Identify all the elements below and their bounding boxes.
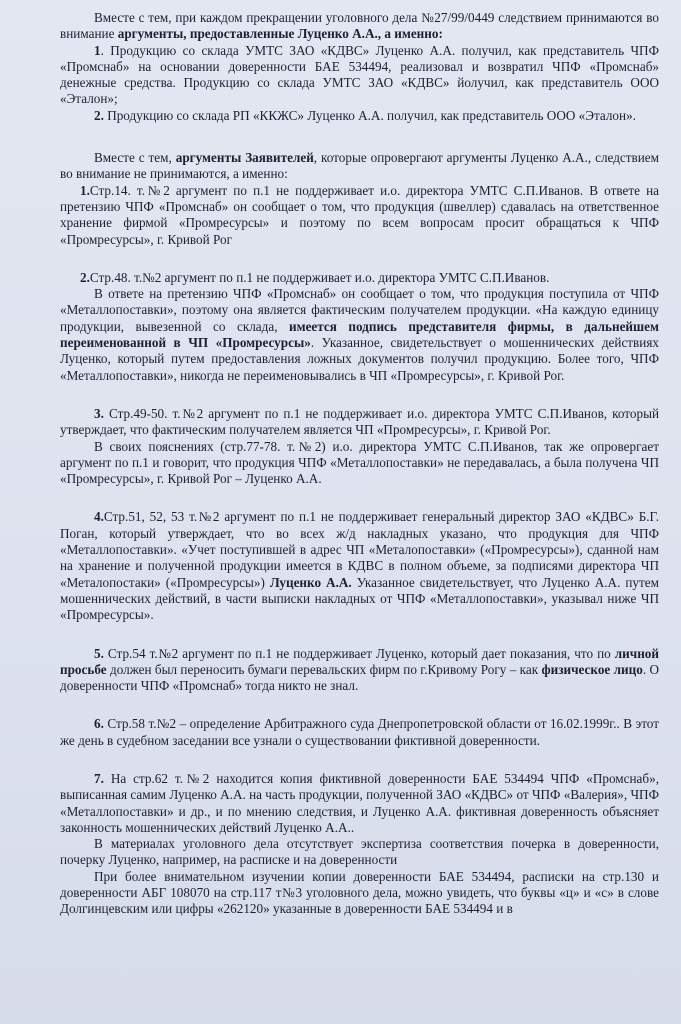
item-number: 3. (94, 405, 104, 421)
paragraph-text: должен был переносить бумаги перевальских фирм по г.Кривому Рогу – как (106, 661, 542, 677)
paragraph-text: Стр.14. т.№2 аргумент по п.1 не поддерживает и.о. директора УМТС С.П.Иванов. В ответе на претензию ЧПФ «Промснаб» он сообщает о том, что продукция (швеллер) сдавалась на ответственное хранение фирмой «Промресурсы» и поэтому по всем вопросам просит обращаться к ЧПФ «Промресурсы», г. Кривой Рог (60, 182, 659, 247)
paragraph-text: При более внимательном изучении копии доверенности БАЕ 534494, расписки на стр.130 и доверенности АБГ 108070 на стр.117 т№3 уголовного дела, можно увидеть, что буквы «ц» и «с» в слове Долгинцевским или цифры «262120» указанные в доверенности БАЕ 534494 и в (60, 868, 659, 917)
item-number: 2. (80, 269, 90, 285)
document-body (60, 10, 659, 918)
paragraph-text: Продукцию со склада РП «ККЖС» Луценко А.А. получил, как представитель ООО «Эталон». (103, 107, 636, 123)
paragraph-text: . Указанное, свидетельствует о мошеннических действиях Луценко, который путем предоставления ложных документов получил продукцию. Более того, ЧПФ «Металлопоставки», никогда не переименовывались в ЧП «Промресурсы», г. Кривой Рог. (60, 335, 660, 383)
paragraph-comparison (60, 869, 659, 918)
item-number: 6. (94, 716, 104, 732)
paragraph-text: На стр.62 т.№2 находится копия фиктивной доверенности БАЕ 534494 ЧПФ «Промснаб», выписанная самим Луценко А.А. на часть продукции, полученной ЗАО «КДВС» от ЧПФ «Валерия», ЧПФ «Металлопоставки» и др., и по мнению следствия, и Луценко А.А. фиктивная доверенность объясняет законность мошеннических действий Луценко А.А.. (60, 770, 659, 835)
paragraph-arg-6 (60, 716, 659, 749)
paragraph-arg-4 (60, 509, 659, 623)
paragraph-arg-2 (60, 270, 659, 286)
paragraph-text: В ответе на претензию ЧПФ «Промснаб» он сообщает о том, что продукция поступила от ЧПФ «Металлопоставки», поэтому она является фактическим получателем продукции. «На каждую единицу продукции, вывезенной со склада, (60, 286, 659, 334)
paragraph-text: Стр.54 т.№2 аргумент по п.1 не поддерживает Луценко, который дает показания, что по (103, 645, 615, 661)
paragraph-text: Указанное свидетельствует, что Луценко А.А. путем мошеннических действий, в части выписки накладных от ЧПФ «Металлопоставки», указывал ниже ЧП «Промресурсы». (60, 574, 659, 623)
paragraph-text: В своих пояснениях (стр.77-78. т.№2) и.о. директора УМТС С.П.Иванов, так же опровергает аргумент по п.1 и говорит, что продукция ЧПФ «Металлопоставки» не передавалась, а была получена ЧП «Промресурсы», г. Кривой Рог – Луценко А.А. (60, 438, 659, 487)
bold-text: аргументы, предоставленные Луценко А.А., а именно: (117, 26, 443, 42)
item-number: 7. (94, 770, 104, 786)
paragraph-arg-1 (60, 183, 659, 248)
paragraph-text: . Продукцию со склада УМТС ЗАО «КДВС» Луценко А.А. получил, как представитель ЧПФ «Промснаб» на основании доверенности БАЕ 534494, реализовал и возвратил ЧПФ «Промснаб» денежные средства. Продукцию со склада УМТС ЗАО «КДВС» йолучил, как представитель ООО «Эталон»; (60, 42, 659, 107)
paragraph-arg-7 (60, 771, 659, 836)
item-number: 4. (94, 509, 104, 525)
bold-text: аргументы Заявителей (175, 150, 314, 166)
paragraph-text: Вместе с тем, (94, 150, 176, 166)
paragraph-text: Стр.51, 52, 53 т.№2 аргумент по п.1 не поддерживает генеральный директор ЗАО «КДВС» Б.Г. Поган, который утверждает, что во всех ж/д накладных указано, что продукция для ЧПФ «Металлопоставки». «Учет поступившей в адрес ЧП «Металопоставки» («Промресурсы»), сданной нам на хранение и полученной продукции имеется в КДВС в полном объеме, за подписями директора ЧП «Металопостаки» («Промресурсы») (60, 509, 659, 590)
paragraph-expertise (60, 836, 659, 869)
item-number: 1 (94, 42, 101, 58)
bold-text: личной просьбе (60, 645, 659, 677)
item-number: 5. (94, 645, 104, 661)
paragraph-text: . О доверенности ЧПФ «Промснаб» тогда никто не знал. (60, 661, 659, 694)
bold-text: имеется подпись представителя фирмы, в дальнейшем переименованной в ЧП «Промресурсы» (60, 318, 660, 351)
paragraph-text: В материалах уголовного дела отсутствует экспертиза соответствия почерка в доверенности, почерку Луценко, например, на расписке и на доверенности (60, 836, 659, 868)
bold-text: физическое лицо (541, 661, 643, 677)
item-number: 1. (80, 182, 90, 198)
paragraph-arg-2-detail (60, 286, 659, 384)
paragraph-text: Стр.49-50. т.№2 аргумент по п.1 не поддерживает и.о. директора УМТС С.П.Иванов, который утверждает, что фактическим получателем является ЧП «Промресурсы», г. Кривой Рог. (60, 405, 659, 438)
paragraph-applicants (60, 150, 659, 183)
paragraph-arg-3-detail (60, 439, 659, 488)
paragraph-text: Стр.48. т.№2 аргумент по п.1 не поддерживает и.о. директора УМТС С.П.Иванов. (89, 269, 550, 285)
bold-text: Луценко А.А. (269, 574, 352, 590)
paragraph-item-2 (60, 108, 659, 124)
paragraph-arg-3 (60, 406, 659, 439)
paragraph-text: Вместе с тем, при каждом прекращении уголовного дела №27/99/0449 следствием принимаются во внимание (60, 10, 659, 42)
paragraph-text: , которые опровергают аргументы Луценко А.А., следствием во внимание не принимаются, а именно: (60, 150, 660, 182)
paragraph-item-1 (60, 43, 659, 108)
paragraph-arg-5 (60, 646, 659, 695)
item-number: 2. (94, 107, 104, 123)
paragraph-text: Стр.58 т.№2 – определение Арбитражного суда Днепропетровской области от 16.02.1999г.. В этот же день в судебном заседании все узнали о существовании фиктивной доверенности. (60, 716, 659, 748)
paragraph-intro (60, 10, 659, 43)
